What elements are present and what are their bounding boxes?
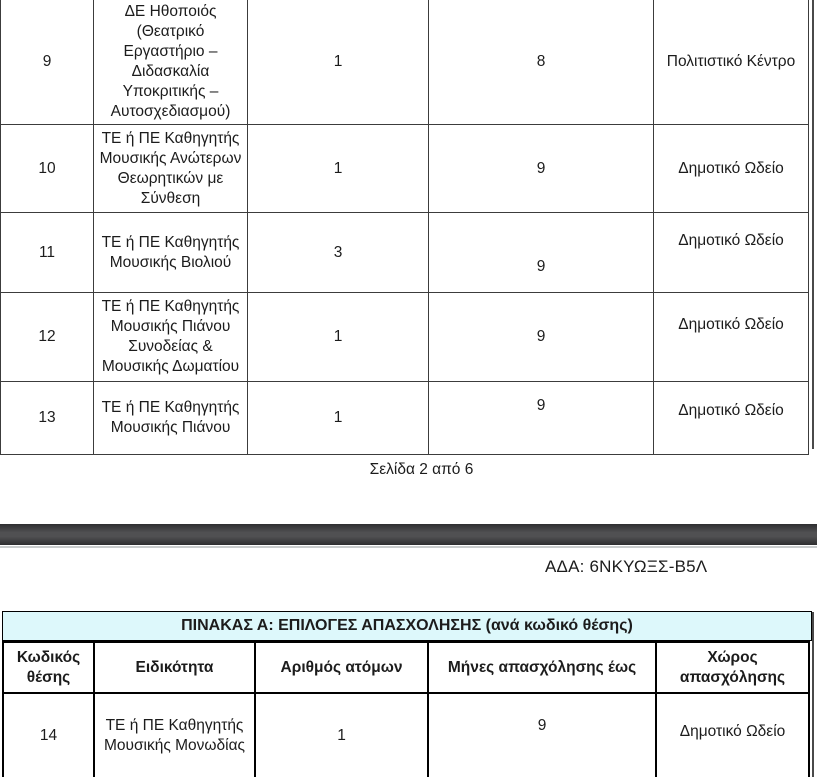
cell-position-code: 14: [3, 693, 94, 777]
cell-specialty: ΤΕ ή ΠΕ Καθηγητής Μουσικής Πιάνου: [94, 382, 248, 455]
table-row: [1, 125, 809, 213]
cell-person-count: 1: [248, 293, 429, 382]
table-row: [1, 382, 809, 455]
page-number-label: Σελίδα 2 από 6: [369, 461, 474, 478]
cell-person-count: 3: [248, 213, 429, 293]
cell-employment-months: 9: [428, 693, 656, 777]
table-a-title: ΠΙΝΑΚΑΣ Α: ΕΠΙΛΟΓΕΣ ΑΠΑΣΧΟΛΗΣΗΣ (ανά κωδικό θέσης): [2, 611, 812, 641]
header-months: Μήνες απασχόλησης έως: [428, 642, 656, 693]
table-row: [3, 693, 809, 777]
page-scan-edge-line: [812, 0, 814, 449]
header-specialty: Ειδικότητα: [94, 642, 255, 693]
table-a-section: [2, 611, 812, 777]
cell-workplace: Δημοτικό Ωδείο: [654, 382, 809, 455]
page-separator-underline: [0, 546, 817, 548]
cell-position-code: 11: [1, 213, 94, 293]
cell-person-count: 1: [248, 125, 429, 213]
cell-person-count: 1: [255, 693, 428, 777]
cell-person-count: 1: [248, 382, 429, 455]
page-separator-bar: [0, 524, 817, 545]
cell-workplace: Δημοτικό Ωδείο: [656, 693, 809, 777]
cell-position-code: 12: [1, 293, 94, 382]
table-a-header-row: [3, 642, 809, 693]
cell-employment-months: 9: [429, 213, 654, 293]
table-row: [1, 293, 809, 382]
cell-employment-months: 9: [429, 293, 654, 382]
header-count: Αριθμός ατόμων: [255, 642, 428, 693]
cell-person-count: 1: [248, 0, 429, 125]
table-row: [1, 213, 809, 293]
header-code: Κωδικός θέσης: [3, 642, 94, 693]
cell-position-code: 9: [1, 0, 94, 125]
cell-employment-months: 9: [429, 125, 654, 213]
cell-specialty: ΤΕ ή ΠΕ Καθηγητής Μουσικής Μονωδίας: [94, 693, 255, 777]
cell-employment-months: 8: [429, 0, 654, 125]
positions-table-top-body: [1, 0, 809, 455]
cell-workplace: Πολιτιστικό Κέντρο: [654, 0, 809, 125]
positions-table-a: [2, 641, 810, 777]
cell-specialty: ΤΕ ή ΠΕ Καθηγητής Μουσικής Βιολιού: [94, 213, 248, 293]
page-scan-edge-line: [812, 612, 814, 777]
cell-workplace: Δημοτικό Ωδείο: [654, 125, 809, 213]
cell-employment-months: 9: [429, 382, 654, 455]
header-place: Χώρος απασχόλησης: [656, 642, 809, 693]
positions-table-a-body: [3, 693, 809, 777]
cell-workplace: Δημοτικό Ωδείο: [654, 213, 809, 293]
ada-code-label: ΑΔΑ: 6ΝΚΥΩΞΣ-Β5Λ: [545, 557, 708, 576]
cell-position-code: 13: [1, 382, 94, 455]
cell-workplace: Δημοτικό Ωδείο: [654, 293, 809, 382]
cell-specialty: ΔΕ Ηθοποιός (Θεατρικό Εργαστήριο – Διδασκαλία Υποκριτικής – Αυτοσχεδιασμού): [94, 0, 248, 125]
table-row: [1, 0, 809, 125]
cell-specialty: ΤΕ ή ΠΕ Καθηγητής Μουσικής Πιάνου Συνοδείας & Μουσικής Δωματίου: [94, 293, 248, 382]
cell-position-code: 10: [1, 125, 94, 213]
cell-specialty: ΤΕ ή ΠΕ Καθηγητής Μουσικής Ανώτερων Θεωρητικών με Σύνθεση: [94, 125, 248, 213]
